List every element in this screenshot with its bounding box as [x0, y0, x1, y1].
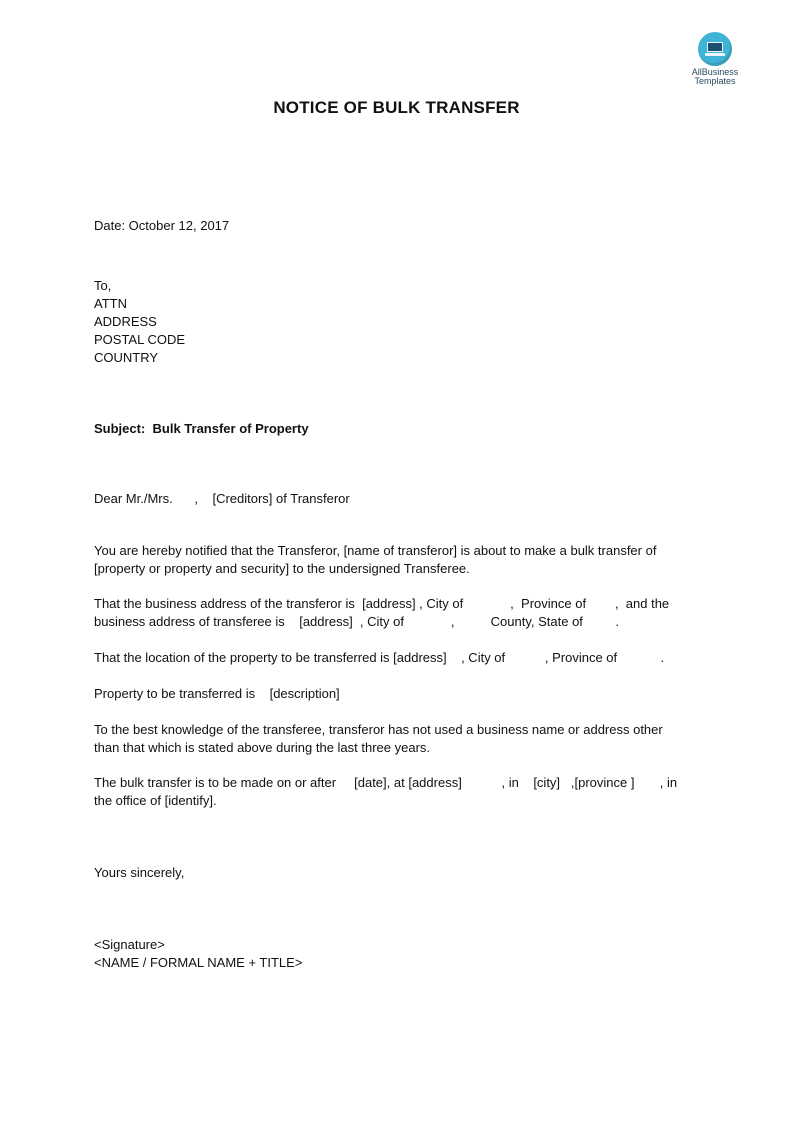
- recipient-postal-code: POSTAL CODE: [94, 332, 186, 347]
- paragraph-1-line-1: You are hereby notified that the Transferor, [name of transferor] is about to make a bulk transfer of: [94, 543, 657, 558]
- name-title-placeholder: <NAME / FORMAL NAME + TITLE>: [94, 955, 303, 970]
- paragraph-3: That the location of the property to be transferred is [address] , City of , Province of .: [94, 650, 665, 665]
- paragraph-2-line-1: That the business address of the transferor is [address] , City of , Province of , and the: [94, 596, 670, 611]
- recipient-country: COUNTRY: [94, 350, 159, 365]
- paragraph-5-line-1: To the best knowledge of the transferee, transferor has not used a business name or address other: [94, 722, 663, 737]
- allbusiness-logo: [680, 32, 750, 86]
- paragraph-1-line-2: [property or property and security] to the undersigned Transferee.: [94, 561, 470, 576]
- paragraph-5-line-2: than that which is stated above during the last three years.: [94, 740, 431, 755]
- paragraph-6-line-2: the office of [identify].: [94, 793, 217, 808]
- salutation: Dear Mr./Mrs. , [Creditors] of Transferor: [94, 491, 350, 506]
- paragraph-2-line-2: business address of transferee is [address] , City of , County, State of .: [94, 614, 620, 629]
- logo-text-line2: Templates: [694, 76, 736, 86]
- paragraph-6-line-1: The bulk transfer is to be made on or after [date], at [address] , in [city] ,[province ] , in: [94, 775, 678, 790]
- recipient-attn: ATTN: [94, 296, 127, 311]
- recipient-address: ADDRESS: [94, 314, 157, 329]
- signature-placeholder: <Signature>: [94, 937, 165, 952]
- recipient-to: To,: [94, 278, 112, 293]
- paragraph-4: Property to be transferred is [description]: [94, 686, 340, 701]
- document-title: NOTICE OF BULK TRANSFER: [273, 98, 520, 117]
- closing: Yours sincerely,: [94, 865, 185, 880]
- laptop-icon: [698, 32, 732, 66]
- logo-text-line1: AllBusiness: [691, 67, 739, 77]
- date-line: Date: October 12, 2017: [94, 218, 230, 233]
- subject-line: Subject: Bulk Transfer of Property: [94, 421, 309, 436]
